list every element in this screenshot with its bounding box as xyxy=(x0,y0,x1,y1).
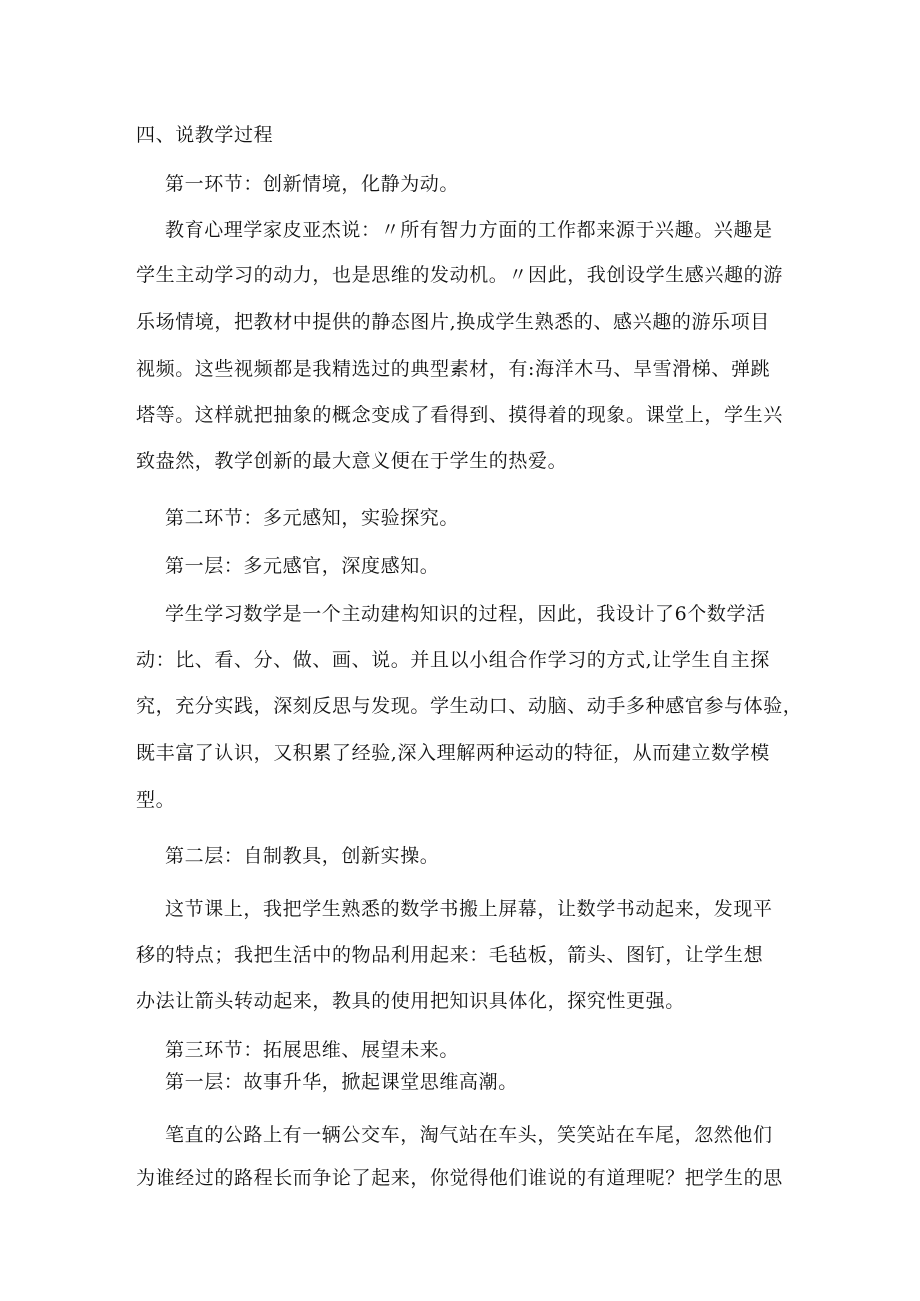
step3-title: 第三环节：拓展思维、展望未来。 xyxy=(165,1039,460,1061)
step2-layer2-para-line-1: 这节课上，我把学生熟悉的数学书搬上屏幕，让数学书动起来，发现平 xyxy=(165,898,773,920)
step2-layer2-title: 第二层：自制教具，创新实操。 xyxy=(165,845,440,867)
step2-layer1-title: 第一层：多元感官，深度感知。 xyxy=(165,555,440,577)
step2-layer1-para-line-2: 动：比、看、分、做、画、说。并且以小组合作学习的方式,让学生自主探 xyxy=(136,649,770,671)
step2-title: 第二环节：多元感知，实验探究。 xyxy=(165,507,460,529)
step2-layer2-para-line-2: 移的特点；我把生活中的物品利用起来：毛毡板，箭头、图钉，让学生想 xyxy=(136,944,764,966)
step2-layer1-para-line-3: 究，充分实践，深刻反思与发现。学生动口、动脑、动手多种感官参与体验， xyxy=(136,695,803,717)
step2-layer1-para-line-5: 型。 xyxy=(136,789,176,811)
step1-title: 第一环节：创新情境，化静为动。 xyxy=(165,173,460,195)
step3-layer1-title: 第一层：故事升华，掀起课堂思维高潮。 xyxy=(165,1071,518,1093)
step1-para-line-4: 视频。这些视频都是我精选过的典型素材，有:海洋木马、旱雪滑梯、弹跳 xyxy=(136,358,771,380)
step2-layer2-para-line-3: 办法让箭头转动起来，教具的使用把知识具体化，探究性更强。 xyxy=(136,990,685,1012)
step1-para-line-2: 学生主动学习的动力，也是思维的发动机。〃因此，我创设学生感兴趣的游 xyxy=(136,264,783,286)
step3-layer1-para-line-2: 为谁经过的路程长而争论了起来，你觉得他们谁说的有道理呢？把学生的思 xyxy=(136,1167,783,1189)
step2-layer1-para-line-1: 学生学习数学是一个主动建构知识的过程，因此，我设计了6个数学活 xyxy=(165,603,766,625)
step1-para-line-1: 教育心理学家皮亚杰说：〃所有智力方面的工作都来源于兴趣。兴趣是 xyxy=(165,219,773,241)
step3-layer1-para-line-1: 笔直的公路上有一辆公交车，淘气站在车头，笑笑站在车尾，忽然他们 xyxy=(165,1124,773,1146)
step1-para-line-6: 致盎然，教学创新的最大意义便在于学生的热爱。 xyxy=(136,450,568,472)
section-title: 四、说教学过程 xyxy=(136,124,274,146)
step1-para-line-3: 乐场情境，把教材中提供的静态图片,换成学生熟悉的、感兴趣的游乐项目 xyxy=(136,311,770,333)
step1-para-line-5: 塔等。这样就把抽象的概念变成了看得到、摸得着的现象。课堂上，学生兴 xyxy=(136,404,783,426)
step2-layer1-para-line-4: 既丰富了认识，又积累了经验,深入理解两种运动的特征，从而建立数学模 xyxy=(136,742,770,764)
